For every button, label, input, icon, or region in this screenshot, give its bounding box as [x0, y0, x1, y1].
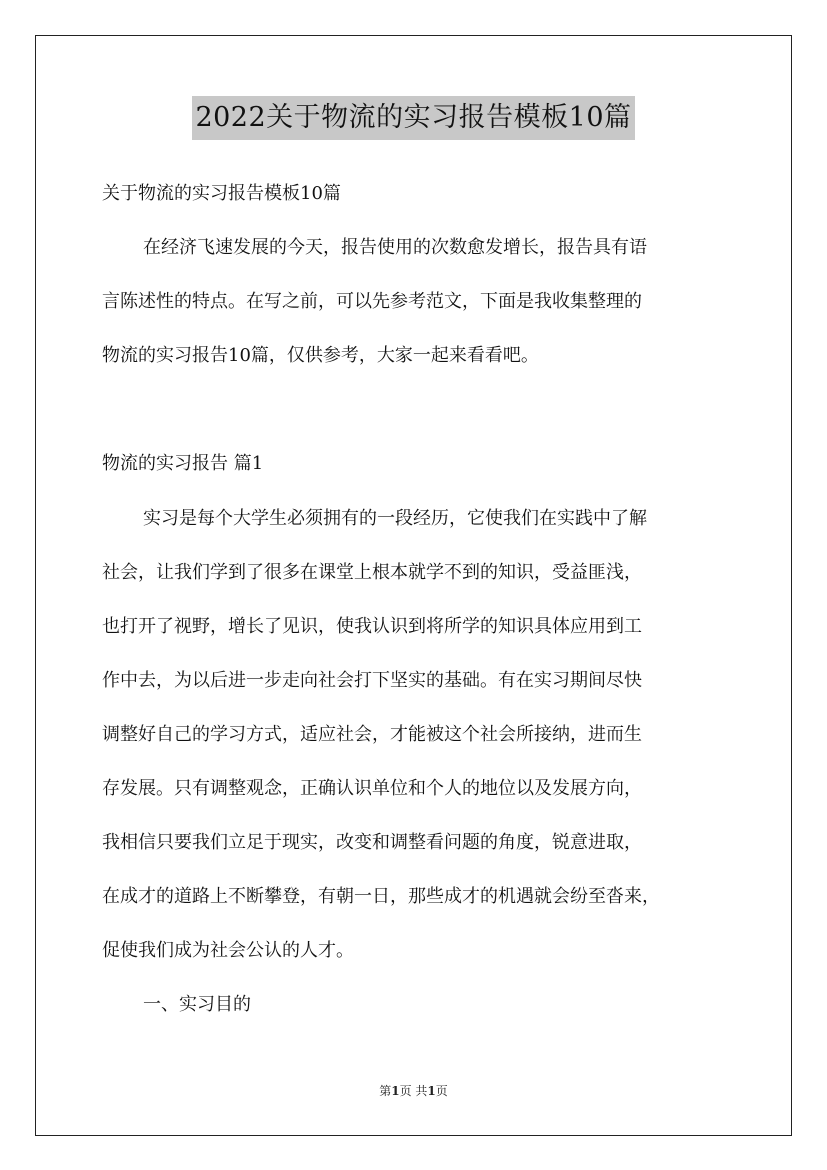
body-line: 调整好自己的学习方式，适应社会，才能被这个社会所接纳，进而生 — [102, 724, 642, 745]
section-heading: 物流的实习报告 篇1 — [102, 453, 264, 474]
body-line: 实习是每个大学生必须拥有的一段经历，它使我们在实践中了解 — [143, 508, 647, 529]
sub-heading: 一、实习目的 — [143, 994, 251, 1015]
footer-page-prefix: 第 — [379, 1084, 392, 1098]
body-line: 我相信只要我们立足于现实，改变和调整看问题的角度，锐意进取， — [102, 832, 642, 853]
title-container — [0, 96, 827, 140]
body-line: 在成才的道路上不断攀登，有朝一日，那些成才的机遇就会纷至沓来， — [102, 886, 660, 907]
body-line: 也打开了视野，增长了见识，使我认识到将所学的知识具体应用到工 — [102, 616, 642, 637]
intro-line: 物流的实习报告10篇，仅供参考，大家一起来看看吧。 — [102, 345, 539, 366]
body-line: 作中去，为以后进一步走向社会打下坚实的基础。有在实习期间尽快 — [102, 670, 642, 691]
footer-page-total: 1 — [427, 1084, 436, 1098]
footer-page-mid: 页 共 — [399, 1084, 428, 1098]
body-line: 存发展。只有调整观念，正确认识单位和个人的地位以及发展方向， — [102, 778, 642, 799]
document-title: 2022关于物流的实习报告模板10篇 — [192, 96, 634, 140]
intro-line: 言陈述性的特点。在写之前，可以先参考范文，下面是我收集整理的 — [102, 291, 642, 312]
body-line: 促使我们成为社会公认的人才。 — [102, 940, 354, 961]
footer-page-suffix: 页 — [435, 1084, 448, 1098]
body-line: 社会，让我们学到了很多在课堂上根本就学不到的知识，受益匪浅， — [102, 562, 642, 583]
page-footer — [0, 1083, 827, 1099]
footer-page-current: 1 — [391, 1084, 400, 1098]
intro-line: 在经济飞速发展的今天，报告使用的次数愈发增长，报告具有语 — [143, 237, 647, 258]
document-subtitle: 关于物流的实习报告模板10篇 — [102, 183, 341, 204]
